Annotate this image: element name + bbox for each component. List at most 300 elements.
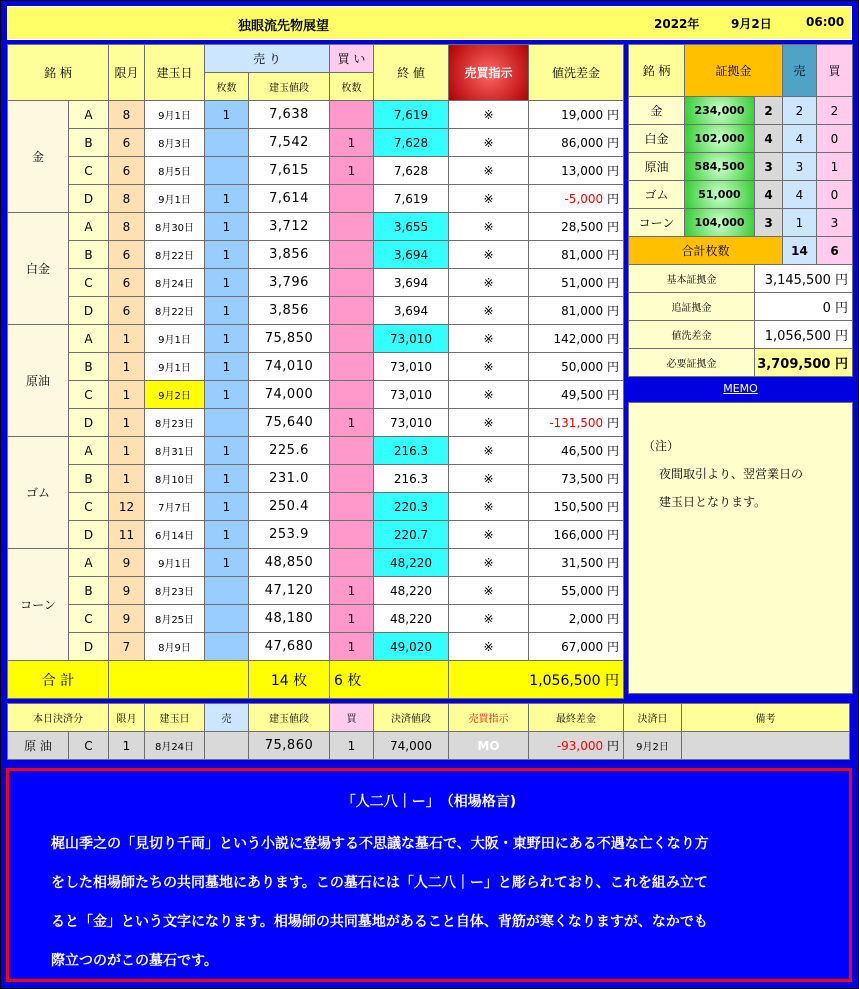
settle-code: C — [69, 732, 109, 760]
margin-col-margin: 証拠金 — [685, 45, 783, 97]
margin-table — [628, 44, 853, 377]
table-row — [8, 605, 624, 633]
price-cell: 7,614 — [249, 185, 330, 213]
sell-count-cell: 1 — [205, 185, 249, 213]
proverb-line: 梶山季之の「見切り千両」という小説に登場する不思議な墓石で、大阪・東野田にある不遇な亡くなり方 — [51, 836, 709, 852]
price-cell: 225.6 — [249, 437, 330, 465]
brand-name: 原油 — [8, 325, 69, 437]
table-row — [8, 297, 624, 325]
col-diff: 値洗差金 — [529, 45, 624, 101]
total-count-label: 合計枚数 — [629, 237, 783, 265]
diff-cell: 50,000 円 — [529, 353, 624, 381]
sell-count-cell — [205, 633, 249, 661]
brand-name: 白金 — [8, 213, 69, 325]
buy-count-cell — [330, 353, 374, 381]
margin-amount: 102,000 — [685, 125, 755, 153]
code-cell: C — [69, 605, 109, 633]
brand-name: コーン — [8, 549, 69, 661]
memo-link[interactable]: MEMO — [628, 378, 853, 400]
summary-value: 0 円 — [755, 293, 853, 321]
month-cell: 8 — [109, 213, 145, 241]
instruction-cell: ※ — [449, 521, 529, 549]
margin-buy: 2 — [817, 97, 853, 125]
proverb-line: 際立つのがこの墓石です。 — [51, 953, 218, 969]
instruction-cell: ※ — [449, 381, 529, 409]
margin-buy: 0 — [817, 181, 853, 209]
sell-count-cell: 1 — [205, 269, 249, 297]
margin-row — [629, 181, 853, 209]
settle-final: -93,000 円 — [529, 732, 624, 760]
date-cell: 9月1日 — [145, 185, 205, 213]
table-row — [8, 633, 624, 661]
table-row — [8, 465, 624, 493]
settle-col-buy: 買 — [330, 704, 374, 732]
table-row — [8, 157, 624, 185]
month-cell: 9 — [109, 577, 145, 605]
date-cell: 8月3日 — [145, 129, 205, 157]
sell-count-cell — [205, 577, 249, 605]
margin-qty: 4 — [755, 181, 783, 209]
code-cell: D — [69, 521, 109, 549]
month-cell: 1 — [109, 409, 145, 437]
diff-cell: 67,000 円 — [529, 633, 624, 661]
summary-row — [629, 265, 853, 293]
buy-count-cell — [330, 213, 374, 241]
margin-brand: 金 — [629, 97, 685, 125]
margin-row — [629, 97, 853, 125]
diff-cell: 81,000 円 — [529, 241, 624, 269]
settle-price: 75,860 — [249, 732, 330, 760]
close-cell: 73,010 — [374, 409, 449, 437]
buy-count-cell — [330, 297, 374, 325]
margin-amount: 584,500 — [685, 153, 755, 181]
table-row — [8, 129, 624, 157]
margin-sell: 4 — [783, 125, 817, 153]
price-cell: 75,850 — [249, 325, 330, 353]
date-cell: 8月22日 — [145, 297, 205, 325]
diff-cell: -5,000 円 — [529, 185, 624, 213]
buy-count-cell: 1 — [330, 577, 374, 605]
instruction-cell: ※ — [449, 493, 529, 521]
margin-sell: 3 — [783, 153, 817, 181]
settle-settle-date: 9月2日 — [624, 732, 682, 760]
margin-qty: 2 — [755, 97, 783, 125]
settle-col-date: 建玉日 — [145, 704, 205, 732]
sell-count-cell: 1 — [205, 325, 249, 353]
settle-col-note: 備考 — [682, 704, 850, 732]
col-date: 建玉日 — [145, 45, 205, 101]
settle-instruction: MO — [449, 732, 529, 760]
code-cell: B — [69, 241, 109, 269]
margin-col-buy: 買 — [817, 45, 853, 97]
summary-label: 追証拠金 — [629, 293, 755, 321]
proverb-title: 「人二八｜ー」 （相場格言) — [341, 794, 517, 810]
table-row — [8, 325, 624, 353]
date-cell: 8月24日 — [145, 269, 205, 297]
instruction-cell: ※ — [449, 633, 529, 661]
diff-cell: 150,500 円 — [529, 493, 624, 521]
close-cell: 3,694 — [374, 241, 449, 269]
diff-cell: 28,500 円 — [529, 213, 624, 241]
code-cell: A — [69, 437, 109, 465]
margin-buy: 0 — [817, 125, 853, 153]
margin-amount: 51,000 — [685, 181, 755, 209]
month-cell: 6 — [109, 297, 145, 325]
diff-cell: 2,000 円 — [529, 605, 624, 633]
close-cell: 3,655 — [374, 213, 449, 241]
month-cell: 6 — [109, 269, 145, 297]
settle-month: 1 — [109, 732, 145, 760]
settle-buy: 1 — [330, 732, 374, 760]
table-row — [8, 437, 624, 465]
date-cell: 9月1日 — [145, 353, 205, 381]
settle-settle-price: 74,000 — [374, 732, 449, 760]
table-row — [8, 185, 624, 213]
margin-col-brand: 銘 柄 — [629, 45, 685, 97]
buy-count-cell — [330, 241, 374, 269]
instruction-cell: ※ — [449, 465, 529, 493]
instruction-cell: ※ — [449, 269, 529, 297]
summary-label: 必要証拠金 — [629, 349, 755, 377]
price-cell: 75,640 — [249, 409, 330, 437]
code-cell: B — [69, 129, 109, 157]
totals-sell: 14 枚 — [249, 661, 330, 699]
date-cell: 8月5日 — [145, 157, 205, 185]
col-sell: 売 り — [205, 45, 330, 73]
month-cell: 1 — [109, 381, 145, 409]
buy-count-cell: 1 — [330, 157, 374, 185]
close-cell: 216.3 — [374, 465, 449, 493]
date-cell: 8月22日 — [145, 241, 205, 269]
memo-line: 夜間取引より、翌営業日の — [659, 467, 804, 481]
col-brand: 銘 柄 — [8, 45, 109, 101]
positions-table — [7, 44, 624, 699]
close-cell: 3,694 — [374, 297, 449, 325]
instruction-cell: ※ — [449, 549, 529, 577]
instruction-cell: ※ — [449, 157, 529, 185]
memo-line: 建玉日となります。 — [659, 495, 767, 509]
close-cell: 49,020 — [374, 633, 449, 661]
code-cell: A — [69, 325, 109, 353]
sell-count-cell — [205, 157, 249, 185]
settle-col-today: 本日決済分 — [8, 704, 109, 732]
settle-col-instruction: 売買指示 — [449, 704, 529, 732]
instruction-cell: ※ — [449, 213, 529, 241]
margin-amount: 234,000 — [685, 97, 755, 125]
sell-count-cell: 1 — [205, 241, 249, 269]
close-cell: 3,694 — [374, 269, 449, 297]
table-row — [8, 521, 624, 549]
settlement-table — [7, 703, 850, 760]
settle-col-final: 最終差金 — [529, 704, 624, 732]
margin-sell: 1 — [783, 209, 817, 237]
code-cell: D — [69, 633, 109, 661]
settle-date: 8月24日 — [145, 732, 205, 760]
settle-col-settle-price: 決済値段 — [374, 704, 449, 732]
settle-sell — [205, 732, 249, 760]
date-cell: 8月23日 — [145, 577, 205, 605]
price-cell: 231.0 — [249, 465, 330, 493]
month-cell: 1 — [109, 325, 145, 353]
date-cell: 9月1日 — [145, 101, 205, 129]
settle-name: 原 油 — [8, 732, 69, 760]
code-cell: D — [69, 185, 109, 213]
month-cell: 9 — [109, 605, 145, 633]
table-row — [8, 353, 624, 381]
code-cell: B — [69, 353, 109, 381]
sell-count-cell: 1 — [205, 101, 249, 129]
time: 06:00 — [806, 15, 845, 29]
sell-count-cell — [205, 605, 249, 633]
price-cell: 253.9 — [249, 521, 330, 549]
price-cell: 48,180 — [249, 605, 330, 633]
close-cell: 7,619 — [374, 185, 449, 213]
table-row — [8, 101, 624, 129]
memo-line: （注） — [643, 439, 680, 453]
date-cell: 8月10日 — [145, 465, 205, 493]
margin-buy: 3 — [817, 209, 853, 237]
date-cell: 8月31日 — [145, 437, 205, 465]
proverb-line: をした相場師たちの共同墓地にあります。この墓石には「人二八｜ー」と彫られており、これを組み立て — [51, 875, 708, 891]
close-cell: 48,220 — [374, 549, 449, 577]
close-cell: 48,220 — [374, 577, 449, 605]
close-cell: 220.3 — [374, 493, 449, 521]
diff-cell: 142,000 円 — [529, 325, 624, 353]
buy-count-cell: 1 — [330, 129, 374, 157]
date-cell: 8月30日 — [145, 213, 205, 241]
buy-count-cell — [330, 437, 374, 465]
instruction-cell: ※ — [449, 325, 529, 353]
margin-qty: 3 — [755, 209, 783, 237]
brand-name: ゴム — [8, 437, 69, 549]
table-row — [8, 409, 624, 437]
diff-cell: -131,500 円 — [529, 409, 624, 437]
month-cell: 6 — [109, 157, 145, 185]
buy-count-cell: 1 — [330, 409, 374, 437]
summary-value: 3,709,500 円 — [755, 349, 853, 377]
diff-cell: 73,500 円 — [529, 465, 624, 493]
sell-count-cell: 1 — [205, 437, 249, 465]
margin-qty: 4 — [755, 125, 783, 153]
price-cell: 3,856 — [249, 297, 330, 325]
price-cell: 3,796 — [249, 269, 330, 297]
month-cell: 1 — [109, 465, 145, 493]
code-cell: C — [69, 157, 109, 185]
diff-cell: 13,000 円 — [529, 157, 624, 185]
col-buy-count: 枚数 — [330, 73, 374, 101]
diff-cell: 19,000 円 — [529, 101, 624, 129]
month-cell: 9 — [109, 549, 145, 577]
sell-count-cell: 1 — [205, 213, 249, 241]
month-cell: 8 — [109, 101, 145, 129]
date-cell: 9月1日 — [145, 549, 205, 577]
sell-count-cell: 1 — [205, 381, 249, 409]
margin-brand: ゴム — [629, 181, 685, 209]
margin-col-sell: 売 — [783, 45, 817, 97]
totals-diff: 1,056,500 円 — [449, 661, 624, 699]
code-cell: C — [69, 493, 109, 521]
close-cell: 7,619 — [374, 101, 449, 129]
table-row — [8, 241, 624, 269]
settle-col-date2: 決済日 — [624, 704, 682, 732]
close-cell: 7,628 — [374, 129, 449, 157]
price-cell: 3,712 — [249, 213, 330, 241]
price-cell: 3,856 — [249, 241, 330, 269]
month-cell: 6 — [109, 241, 145, 269]
date-cell: 6月14日 — [145, 521, 205, 549]
sell-count-cell — [205, 129, 249, 157]
total-count-buy: 6 — [817, 237, 853, 265]
code-cell: B — [69, 577, 109, 605]
instruction-cell: ※ — [449, 605, 529, 633]
summary-label: 値洗差金 — [629, 321, 755, 349]
sell-count-cell — [205, 409, 249, 437]
month-cell: 6 — [109, 129, 145, 157]
month-cell: 7 — [109, 633, 145, 661]
proverb-panel — [6, 768, 852, 982]
date-cell: 8月9日 — [145, 633, 205, 661]
price-cell: 74,010 — [249, 353, 330, 381]
sell-count-cell: 1 — [205, 521, 249, 549]
title-bar — [7, 6, 852, 40]
instruction-cell: ※ — [449, 185, 529, 213]
diff-cell: 166,000 円 — [529, 521, 624, 549]
memo-panel — [628, 402, 853, 694]
price-cell: 250.4 — [249, 493, 330, 521]
summary-row — [629, 293, 853, 321]
margin-brand: 原油 — [629, 153, 685, 181]
table-row — [8, 577, 624, 605]
sell-count-cell: 1 — [205, 493, 249, 521]
proverb-line: ると「金」という文字になります。相場師の共同墓地があること自体、背筋が寒くなりますが、なかでも — [51, 914, 708, 930]
col-sell-count: 枚数 — [205, 73, 249, 101]
brand-name: 金 — [8, 101, 69, 213]
code-cell: A — [69, 213, 109, 241]
buy-count-cell: 1 — [330, 633, 374, 661]
totals-buy: 6 枚 — [330, 661, 449, 699]
diff-cell: 55,000 円 — [529, 577, 624, 605]
margin-qty: 3 — [755, 153, 783, 181]
buy-count-cell — [330, 185, 374, 213]
date-cell: 9月1日 — [145, 325, 205, 353]
buy-count-cell — [330, 493, 374, 521]
instruction-cell: ※ — [449, 409, 529, 437]
margin-brand: 白金 — [629, 125, 685, 153]
col-instruction: 売買指示 — [449, 45, 529, 101]
instruction-cell: ※ — [449, 437, 529, 465]
totals-label: 合 計 — [8, 661, 109, 699]
instruction-cell: ※ — [449, 353, 529, 381]
month-cell: 12 — [109, 493, 145, 521]
close-cell: 73,010 — [374, 353, 449, 381]
diff-cell: 46,500 円 — [529, 437, 624, 465]
instruction-cell: ※ — [449, 577, 529, 605]
date-year: 2022年 — [654, 17, 700, 31]
date-month-day: 9月2日 — [731, 17, 772, 31]
diff-cell: 51,000 円 — [529, 269, 624, 297]
col-price: 建玉値段 — [249, 73, 330, 101]
code-cell: B — [69, 465, 109, 493]
date-cell: 8月25日 — [145, 605, 205, 633]
buy-count-cell: 1 — [330, 605, 374, 633]
buy-count-cell — [330, 549, 374, 577]
margin-row — [629, 153, 853, 181]
summary-value: 1,056,500 円 — [755, 321, 853, 349]
total-count-sell: 14 — [783, 237, 817, 265]
price-cell: 7,615 — [249, 157, 330, 185]
diff-cell: 31,500 円 — [529, 549, 624, 577]
instruction-cell: ※ — [449, 241, 529, 269]
sell-count-cell: 1 — [205, 353, 249, 381]
month-cell: 1 — [109, 353, 145, 381]
price-cell: 47,120 — [249, 577, 330, 605]
month-cell: 8 — [109, 185, 145, 213]
settle-col-price: 建玉値段 — [249, 704, 330, 732]
code-cell: A — [69, 549, 109, 577]
month-cell: 1 — [109, 437, 145, 465]
table-row — [8, 549, 624, 577]
margin-sell: 4 — [783, 181, 817, 209]
instruction-cell: ※ — [449, 101, 529, 129]
margin-amount: 104,000 — [685, 209, 755, 237]
table-row — [8, 493, 624, 521]
code-cell: A — [69, 101, 109, 129]
close-cell: 7,628 — [374, 157, 449, 185]
margin-sell: 2 — [783, 97, 817, 125]
col-buy: 買 い — [330, 45, 374, 73]
buy-count-cell — [330, 269, 374, 297]
date-cell: 8月23日 — [145, 409, 205, 437]
col-close: 終 値 — [374, 45, 449, 101]
close-cell: 73,010 — [374, 325, 449, 353]
settle-note — [682, 732, 850, 760]
price-cell: 48,850 — [249, 549, 330, 577]
table-row — [8, 213, 624, 241]
code-cell: C — [69, 269, 109, 297]
summary-row — [629, 321, 853, 349]
settle-col-month: 限月 — [109, 704, 145, 732]
page-title: 独眼流先物展望 — [238, 19, 330, 34]
margin-buy: 1 — [817, 153, 853, 181]
sell-count-cell: 1 — [205, 465, 249, 493]
code-cell: C — [69, 381, 109, 409]
price-cell: 74,000 — [249, 381, 330, 409]
diff-cell: 81,000 円 — [529, 297, 624, 325]
summary-value: 3,145,500 円 — [755, 265, 853, 293]
price-cell: 47,680 — [249, 633, 330, 661]
buy-count-cell — [330, 325, 374, 353]
instruction-cell: ※ — [449, 129, 529, 157]
table-row — [8, 381, 624, 409]
settle-col-sell: 売 — [205, 704, 249, 732]
close-cell: 73,010 — [374, 381, 449, 409]
price-cell: 7,542 — [249, 129, 330, 157]
buy-count-cell — [330, 465, 374, 493]
sell-count-cell: 1 — [205, 297, 249, 325]
date-cell: 7月7日 — [145, 493, 205, 521]
instruction-cell: ※ — [449, 297, 529, 325]
month-cell: 11 — [109, 521, 145, 549]
sell-count-cell: 1 — [205, 549, 249, 577]
close-cell: 216.3 — [374, 437, 449, 465]
margin-row — [629, 209, 853, 237]
buy-count-cell — [330, 521, 374, 549]
table-row — [8, 269, 624, 297]
close-cell: 48,220 — [374, 605, 449, 633]
diff-cell: 86,000 円 — [529, 129, 624, 157]
code-cell: D — [69, 297, 109, 325]
summary-row — [629, 349, 853, 377]
